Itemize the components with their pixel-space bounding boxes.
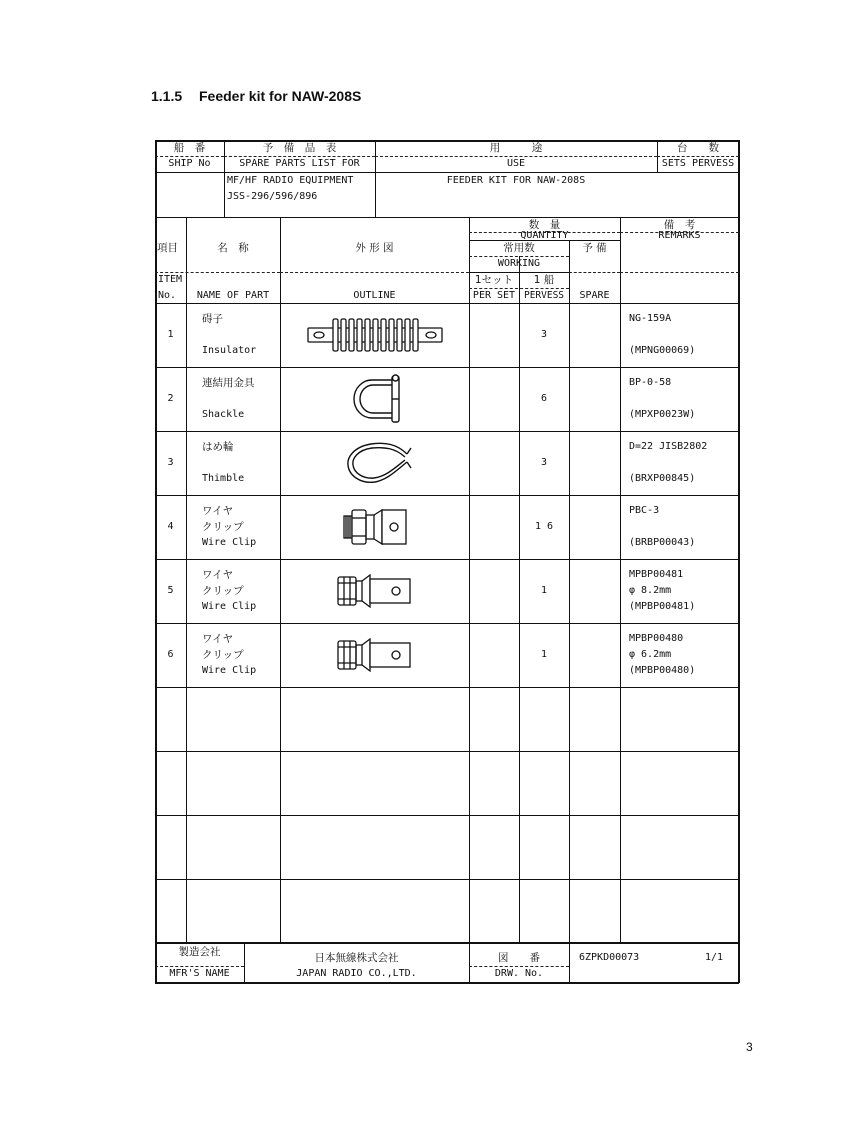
company-name: JAPAN RADIO CO.,LTD.	[296, 968, 417, 979]
per-vess-quantity: 3	[540, 329, 548, 340]
remark-1: PBC-3	[629, 505, 660, 516]
quantity-label-jp: 数 量	[528, 219, 561, 231]
item-number: 4	[167, 521, 174, 532]
remarks-label: REMARKS	[658, 230, 701, 241]
outline-label-jp: 外 形 図	[355, 242, 394, 254]
drawing-number: 6ZPKD00073	[579, 952, 640, 963]
quantity-label: QUANTITY	[520, 230, 569, 241]
drawing-label: DRW. No.	[494, 968, 544, 979]
per-vess-quantity: 3	[540, 457, 548, 468]
name-label: NAME OF PART	[196, 290, 270, 301]
item-number: 5	[167, 585, 174, 596]
part-name: Shackle	[202, 409, 245, 420]
remark-2: φ 8.2mm	[629, 585, 672, 596]
part-name: Insulator	[202, 345, 257, 356]
per-set-label: PER SET	[472, 290, 516, 301]
rule-line	[738, 140, 740, 983]
item-label-jp: 項目	[157, 242, 178, 254]
remark-3: (MPBP00480)	[629, 665, 696, 676]
part-name-jp-2: クリップ	[202, 585, 244, 597]
rule-line	[155, 431, 739, 432]
remark-3: (MPBP00481)	[629, 601, 696, 612]
part-name: Wire Clip	[202, 537, 257, 548]
use-label-jp: 用 途	[489, 142, 543, 154]
part-name-jp: はめ輪	[202, 441, 234, 453]
item-label-2: No.	[158, 290, 177, 301]
remark-1: MPBP00480	[629, 633, 684, 644]
rule-line	[280, 217, 281, 942]
rule-line	[155, 815, 739, 816]
part-name-jp-2: クリップ	[202, 521, 244, 533]
rule-line	[155, 982, 739, 984]
outline-label: OUTLINE	[353, 290, 396, 301]
per-set-label-jp: 1セット	[474, 274, 514, 286]
item-number: 1	[167, 329, 174, 340]
dashed-rule	[620, 272, 739, 273]
item-number: 6	[167, 649, 174, 660]
drawing-label-jp: 図 番	[498, 952, 540, 964]
use-label: USE	[506, 158, 526, 169]
rule-line	[186, 217, 187, 942]
rule-line	[155, 751, 739, 752]
remark-3: (MPNG00069)	[629, 345, 696, 356]
wire-clip-icon	[336, 571, 414, 615]
company-name-jp: 日本無線株式会社	[314, 952, 399, 964]
remark-1: NG-159A	[629, 313, 672, 324]
part-name-jp-2: クリップ	[202, 649, 244, 661]
dashed-rule	[469, 288, 569, 289]
spare-list-label-jp: 予 備 品 表	[262, 142, 337, 154]
item-label-1: ITEM	[158, 274, 183, 285]
dashed-rule	[469, 256, 569, 257]
section-title: Feeder kit for NAW-208S	[199, 88, 362, 104]
rule-line	[469, 217, 470, 942]
part-name-jp: ワイヤ	[202, 633, 234, 645]
rule-line	[155, 559, 739, 560]
rule-line	[155, 140, 157, 982]
item-number: 2	[167, 393, 174, 404]
rule-line	[155, 172, 739, 173]
rule-line	[155, 495, 739, 496]
part-name-jp: 連結用金具	[202, 377, 255, 389]
wire-clip-icon	[342, 506, 408, 552]
name-label-jp: 名 称	[217, 242, 249, 254]
remark-1: MPBP00481	[629, 569, 684, 580]
ship-no-label-jp: 船 番	[173, 142, 206, 154]
rule-line	[469, 272, 569, 273]
dashed-rule	[155, 966, 244, 967]
working-label-jp: 常用数	[503, 242, 535, 254]
remark-3: (MPXP0023W)	[629, 409, 696, 420]
rule-line	[569, 240, 570, 942]
item-number: 3	[167, 457, 174, 468]
page-number: 3	[746, 1040, 753, 1054]
dashed-rule	[657, 156, 739, 157]
mfr-label: MFR'S NAME	[169, 968, 230, 979]
shackle-icon	[350, 374, 410, 428]
part-name-jp: ワイヤ	[202, 569, 234, 581]
rule-line	[155, 687, 739, 688]
dashed-rule	[280, 272, 469, 273]
remark-1: D=22 JISB2802	[629, 441, 708, 452]
dashed-rule	[155, 156, 224, 157]
remark-3: (BRBP00043)	[629, 537, 696, 548]
rule-line	[155, 367, 739, 368]
spare-list-label: SPARE PARTS LIST FOR	[239, 158, 360, 169]
part-name: Wire Clip	[202, 601, 257, 612]
rule-line	[155, 942, 739, 944]
remark-1: BP-0-58	[629, 377, 672, 388]
equipment-line-1: MF/HF RADIO EQUIPMENT	[227, 175, 354, 186]
thimble-icon	[345, 440, 415, 490]
part-name: Thimble	[202, 473, 245, 484]
per-vess-quantity: 1 6	[534, 521, 554, 532]
per-vess-label: PERVESS	[523, 290, 565, 301]
rule-line	[155, 217, 739, 218]
rule-line	[569, 942, 570, 982]
mfr-label-jp: 製造会社	[178, 946, 221, 958]
sets-label-jp: 台 数	[677, 142, 719, 154]
per-vess-quantity: 6	[540, 393, 548, 404]
wire-clip-icon	[336, 635, 414, 679]
use-value: FEEDER KIT FOR NAW-208S	[446, 175, 586, 186]
rule-line	[155, 879, 739, 880]
dashed-rule	[375, 156, 657, 157]
equipment-line-2: JSS-296/596/896	[227, 191, 318, 202]
spare-label: SPARE	[579, 290, 610, 301]
remarks-label-jp: 備 考	[663, 219, 696, 231]
section-number: 1.1.5	[151, 88, 183, 104]
ship-no-label: SHIP No	[168, 158, 211, 169]
rule-line	[519, 256, 520, 942]
rule-line	[155, 303, 739, 304]
part-name: Wire Clip	[202, 665, 257, 676]
dashed-rule	[469, 966, 569, 967]
dashed-rule	[155, 272, 280, 273]
sets-label: SETS PERVESS	[661, 158, 735, 169]
part-name-jp: 碍子	[202, 313, 223, 325]
per-vess-quantity: 1	[540, 649, 548, 660]
dashed-rule	[224, 156, 375, 157]
rule-line	[620, 217, 621, 942]
sheet-number: 1/1	[705, 952, 724, 963]
part-name-jp: ワイヤ	[202, 505, 234, 517]
rule-line	[155, 623, 739, 624]
per-vess-quantity: 1	[540, 585, 548, 596]
remark-3: (BRXP00845)	[629, 473, 696, 484]
insulator-icon	[307, 317, 443, 357]
spare-label-jp: 予 備	[582, 242, 607, 254]
dashed-rule	[569, 272, 620, 273]
per-vess-label-jp: 1 船	[533, 274, 555, 286]
remark-2: φ 6.2mm	[629, 649, 672, 660]
working-label: WORKING	[497, 258, 541, 269]
